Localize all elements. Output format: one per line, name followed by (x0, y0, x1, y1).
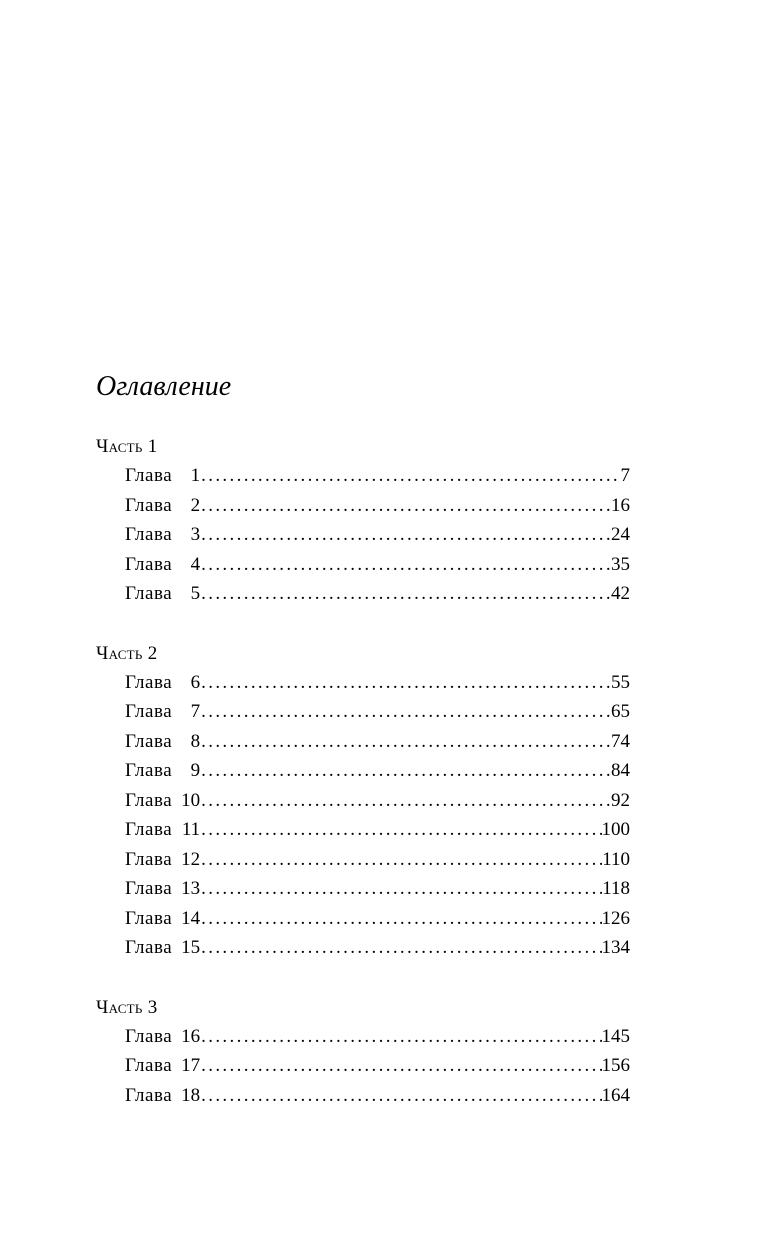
page-number: 74 (611, 730, 630, 752)
toc-part (96, 432, 630, 609)
page-number: 164 (601, 1084, 630, 1106)
dot-leader (200, 1022, 601, 1052)
chapter-number: 12 (181, 848, 201, 870)
dot-leader (200, 815, 601, 845)
dot-leader (200, 1081, 601, 1111)
chapter-number: 3 (190, 524, 201, 545)
chapter-label: Глава (125, 760, 173, 781)
chapter-label: Глава (125, 937, 173, 958)
chapter-number: 16 (181, 1025, 201, 1047)
chapter-label: Глава (125, 465, 173, 486)
toc-part (96, 639, 630, 963)
chapter-label: Глава (125, 878, 173, 899)
dot-leader (200, 845, 602, 875)
page-number: 24 (611, 524, 630, 545)
part-heading: Часть 1 (96, 436, 158, 457)
chapter-label: Глава (125, 701, 173, 722)
toc-entry[interactable] (96, 668, 630, 698)
page-number: 35 (611, 553, 630, 575)
dot-leader (200, 491, 611, 521)
toc-part (96, 993, 630, 1111)
page-number: 126 (601, 907, 630, 929)
chapter-label: Глава (125, 671, 173, 693)
chapter-label: Глава (125, 1025, 173, 1047)
chapter-number: 15 (181, 937, 201, 958)
toc-entry[interactable] (96, 491, 630, 521)
chapter-number: 14 (181, 907, 201, 929)
page-number: 156 (601, 1055, 630, 1076)
page-number: 55 (611, 671, 630, 693)
chapter-label: Глава (125, 494, 173, 516)
page-number: 65 (611, 701, 630, 722)
toc-entry[interactable] (96, 520, 630, 550)
toc-entry[interactable] (96, 461, 630, 491)
dot-leader (200, 786, 611, 816)
page-number: 118 (602, 878, 630, 899)
toc-entry[interactable] (96, 579, 630, 609)
chapter-label: Глава (125, 819, 173, 840)
part-heading: Часть 2 (96, 642, 158, 664)
dot-leader (200, 550, 611, 580)
dot-leader (200, 579, 611, 609)
dot-leader (200, 933, 601, 963)
chapter-number: 6 (190, 671, 201, 693)
chapter-number: 2 (190, 494, 201, 516)
page-number: 100 (601, 819, 630, 840)
page-number: 16 (611, 494, 630, 516)
chapter-label: Глава (125, 907, 173, 929)
chapter-number: 10 (181, 789, 201, 811)
chapter-label: Глава (125, 524, 173, 545)
page-number: 84 (611, 760, 630, 781)
page-number: 145 (601, 1025, 630, 1047)
chapter-number: 11 (181, 819, 201, 840)
page-number: 92 (611, 789, 630, 811)
toc-entry[interactable] (96, 727, 630, 757)
toc-entry[interactable] (96, 786, 630, 816)
chapter-label: Глава (125, 1084, 173, 1106)
toc-entry[interactable] (96, 1022, 630, 1052)
chapter-number: 5 (190, 583, 201, 604)
chapter-number: 4 (190, 553, 201, 575)
toc-entry[interactable] (96, 815, 630, 845)
chapter-number: 9 (190, 760, 201, 781)
page-number: 110 (602, 848, 630, 870)
chapter-label: Глава (125, 1055, 173, 1076)
page-number: 42 (611, 583, 630, 604)
chapter-number: 1 (190, 465, 201, 486)
toc-entry[interactable] (96, 1081, 630, 1111)
chapter-label: Глава (125, 730, 173, 752)
toc-entry[interactable] (96, 550, 630, 580)
dot-leader (200, 697, 611, 727)
toc-entry[interactable] (96, 874, 630, 904)
dot-leader (200, 756, 611, 786)
page-title: Оглавление (96, 371, 232, 402)
dot-leader (200, 668, 611, 698)
chapter-number: 13 (181, 878, 201, 899)
dot-leader (200, 727, 611, 757)
chapter-label: Глава (125, 553, 173, 575)
chapter-number: 18 (181, 1084, 201, 1106)
page-number: 134 (601, 937, 630, 958)
part-heading: Часть 3 (96, 996, 158, 1018)
chapter-number: 17 (181, 1055, 201, 1076)
chapter-label: Глава (125, 583, 173, 604)
toc-entry[interactable] (96, 756, 630, 786)
dot-leader (200, 874, 602, 904)
chapter-label: Глава (125, 848, 173, 870)
chapter-number: 8 (190, 730, 201, 752)
chapter-number: 7 (190, 701, 201, 722)
dot-leader (200, 904, 601, 934)
chapter-label: Глава (125, 789, 173, 811)
toc-entry[interactable] (96, 845, 630, 875)
toc-entry[interactable] (96, 933, 630, 963)
toc-parts (96, 432, 630, 1110)
page-number: 7 (620, 465, 630, 486)
table-of-contents (96, 370, 630, 1140)
toc-entry[interactable] (96, 1051, 630, 1081)
dot-leader (200, 461, 620, 491)
toc-entry[interactable] (96, 904, 630, 934)
toc-entry[interactable] (96, 697, 630, 727)
dot-leader (200, 1051, 601, 1081)
dot-leader (200, 520, 611, 550)
